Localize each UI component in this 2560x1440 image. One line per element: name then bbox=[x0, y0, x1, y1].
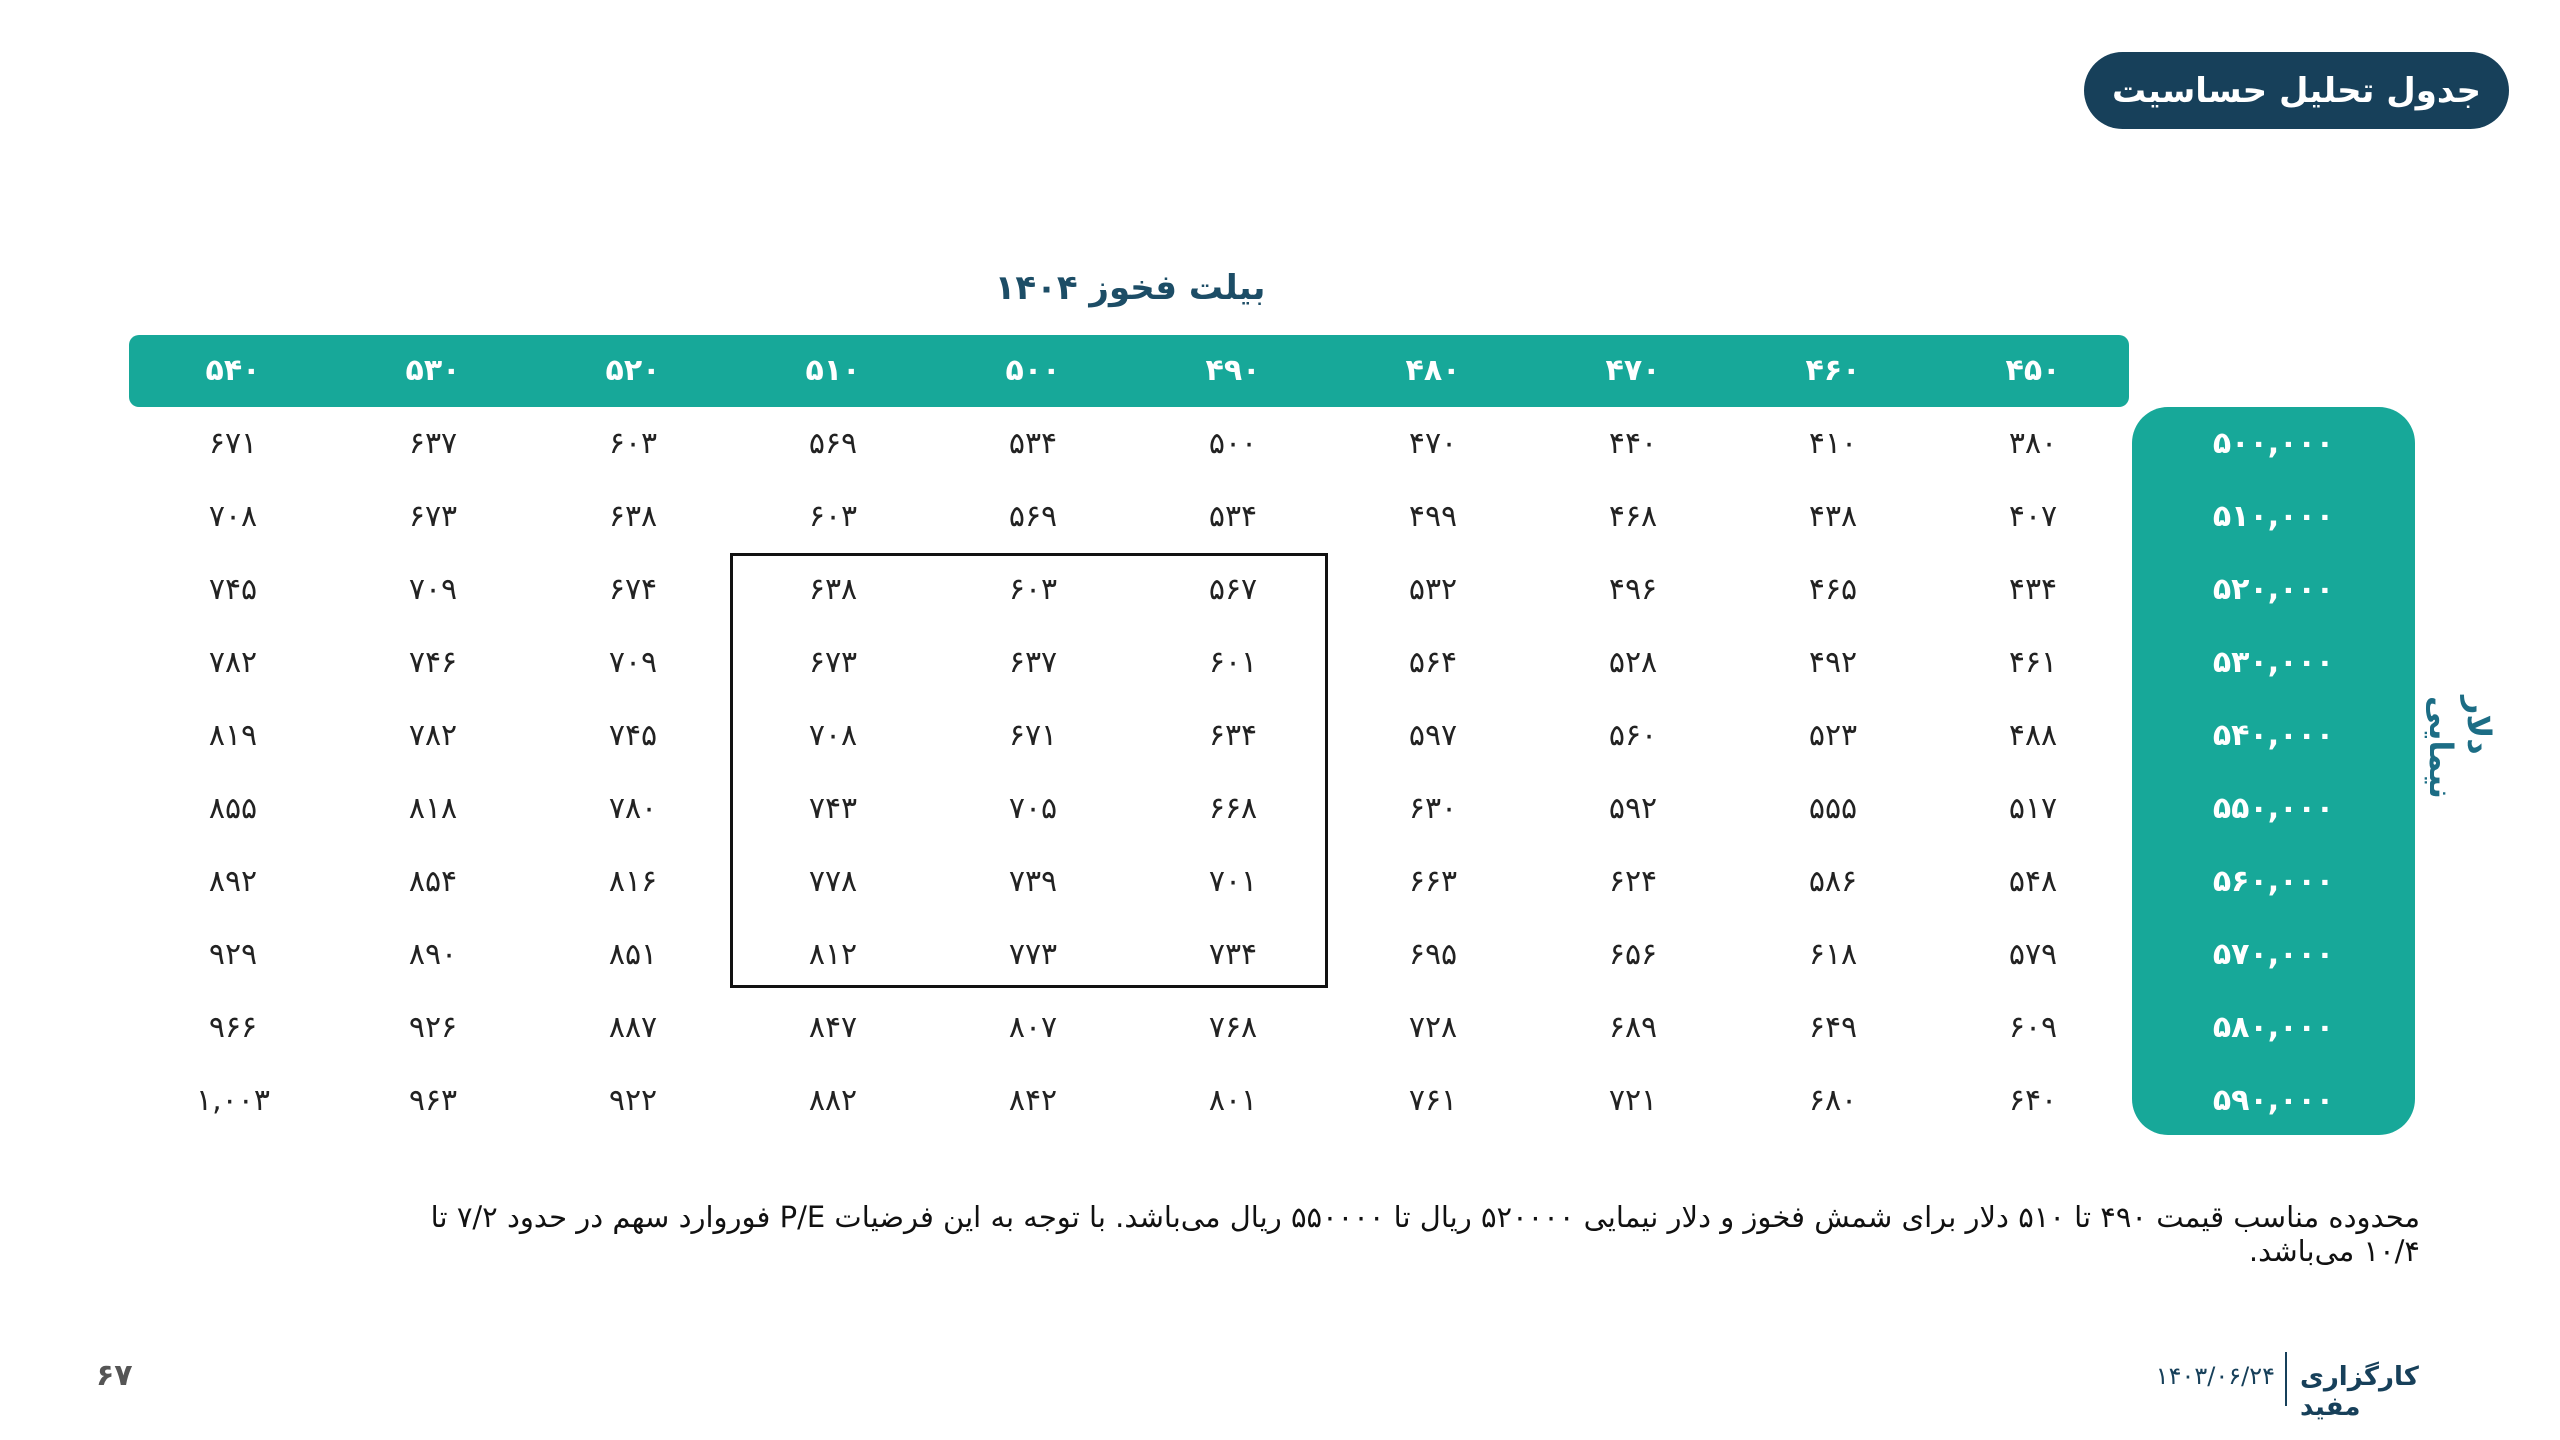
column-header: ۵۱۰ bbox=[805, 353, 861, 388]
table-cell: ۶۴۹ bbox=[1808, 1010, 1858, 1045]
table-cell: ۴۹۹ bbox=[1408, 499, 1458, 534]
table-cell: ۴۷۰ bbox=[1408, 426, 1458, 461]
table-cell: ۵۶۰ bbox=[1608, 718, 1658, 753]
row-header: ۵۲۰,۰۰۰ bbox=[2212, 572, 2335, 607]
column-header: ۵۴۰ bbox=[205, 353, 261, 388]
table-cell: ۶۳۷ bbox=[408, 426, 458, 461]
column-axis-title: بیلت فخوز ۱۴۰۴ bbox=[994, 268, 1266, 308]
table-cell: ۶۷۳ bbox=[408, 499, 458, 534]
table-cell: ۴۹۲ bbox=[1808, 645, 1858, 680]
table-cell: ۵۳۲ bbox=[1408, 572, 1458, 607]
table-cell: ۵۳۴ bbox=[1008, 426, 1058, 461]
column-header: ۴۵۰ bbox=[2005, 353, 2061, 388]
column-header: ۴۸۰ bbox=[1405, 353, 1461, 388]
table-cell: ۷۲۱ bbox=[1608, 1083, 1658, 1118]
row-header: ۵۶۰,۰۰۰ bbox=[2212, 864, 2335, 899]
footer-divider bbox=[2285, 1352, 2287, 1406]
table-cell: ۸۴۲ bbox=[1008, 1083, 1058, 1118]
column-header: ۵۰۰ bbox=[1005, 353, 1061, 388]
page-number: ۶۷ bbox=[96, 1358, 133, 1393]
row-header: ۵۸۰,۰۰۰ bbox=[2212, 1010, 2335, 1045]
table-cell: ۴۸۸ bbox=[2008, 718, 2058, 753]
table-cell: ۶۱۸ bbox=[1808, 937, 1858, 972]
table-cell: ۷۸۲ bbox=[208, 645, 258, 680]
table-cell: ۷۸۲ bbox=[408, 718, 458, 753]
table-cell: ۶۲۴ bbox=[1608, 864, 1658, 899]
table-cell: ۸۵۱ bbox=[608, 937, 658, 972]
table-cell: ۷۰۹ bbox=[608, 645, 658, 680]
row-header: ۵۵۰,۰۰۰ bbox=[2212, 791, 2335, 826]
column-header: ۴۹۰ bbox=[1205, 353, 1261, 388]
table-cell: ۵۴۸ bbox=[2008, 864, 2058, 899]
table-cell: ۷۰۵ bbox=[1008, 791, 1058, 826]
table-cell: ۶۳۸ bbox=[808, 572, 858, 607]
table-cell: ۶۶۳ bbox=[1408, 864, 1458, 899]
table-cell: ۴۶۱ bbox=[2008, 645, 2058, 680]
table-cell: ۶۹۵ bbox=[1408, 937, 1458, 972]
row-header: ۵۴۰,۰۰۰ bbox=[2212, 718, 2335, 753]
column-header: ۴۶۰ bbox=[1805, 353, 1861, 388]
table-cell: ۶۰۹ bbox=[2008, 1010, 2058, 1045]
table-cell: ۵۸۶ bbox=[1808, 864, 1858, 899]
table-cell: ۶۷۱ bbox=[1008, 718, 1058, 753]
table-cell: ۶۸۰ bbox=[1808, 1083, 1858, 1118]
table-cell: ۷۰۹ bbox=[408, 572, 458, 607]
table-cell: ۷۴۶ bbox=[408, 645, 458, 680]
table-cell: ۸۱۶ bbox=[608, 864, 658, 899]
table-cell: ۹۲۹ bbox=[208, 937, 258, 972]
table-cell: ۷۳۴ bbox=[1208, 937, 1258, 972]
table-cell: ۶۰۳ bbox=[808, 499, 858, 534]
table-cell: ۷۷۸ bbox=[808, 864, 858, 899]
table-cell: ۵۷۹ bbox=[2008, 937, 2058, 972]
table-cell: ۶۷۳ bbox=[808, 645, 858, 680]
table-cell: ۵۱۷ bbox=[2008, 791, 2058, 826]
table-cell: ۵۵۵ bbox=[1808, 791, 1858, 826]
table-cell: ۸۰۷ bbox=[1008, 1010, 1058, 1045]
table-cell: ۴۳۸ bbox=[1808, 499, 1858, 534]
column-header: ۴۷۰ bbox=[1605, 353, 1661, 388]
table-cell: ۵۶۴ bbox=[1408, 645, 1458, 680]
table-cell: ۵۹۷ bbox=[1408, 718, 1458, 753]
row-header: ۵۰۰,۰۰۰ bbox=[2212, 426, 2335, 461]
summary-note: محدوده مناسب قیمت ۴۹۰ تا ۵۱۰ دلار برای شمش فخوز و دلار نیمایی ۵۲۰۰۰۰ ریال تا ۵۵۰۰۰۰ ریال می‌باشد. با توجه به این فرضیات P/E فوروارد سهم در حدود ۷/۲ تا ۱۰/۴ می‌باشد. bbox=[430, 1200, 2420, 1268]
optimal-range-box bbox=[730, 553, 1328, 988]
table-cell: ۷۴۵ bbox=[208, 572, 258, 607]
table-cell: ۵۶۷ bbox=[1208, 572, 1258, 607]
table-cell: ۶۳۴ bbox=[1208, 718, 1258, 753]
table-cell: ۷۳۹ bbox=[1008, 864, 1058, 899]
table-cell: ۸۱۸ bbox=[408, 791, 458, 826]
table-cell: ۵۲۳ bbox=[1808, 718, 1858, 753]
table-cell: ۴۶۵ bbox=[1808, 572, 1858, 607]
table-cell: ۶۳۸ bbox=[608, 499, 658, 534]
table-cell: ۴۴۰ bbox=[1608, 426, 1658, 461]
table-cell: ۷۰۸ bbox=[808, 718, 858, 753]
table-cell: ۳۸۰ bbox=[2008, 426, 2058, 461]
table-cell: ۸۵۴ bbox=[408, 864, 458, 899]
table-cell: ۸۹۲ bbox=[208, 864, 258, 899]
table-cell: ۹۲۶ bbox=[408, 1010, 458, 1045]
table-cell: ۷۰۱ bbox=[1208, 864, 1258, 899]
column-header: ۵۲۰ bbox=[605, 353, 661, 388]
table-cell: ۷۷۳ bbox=[1008, 937, 1058, 972]
table-cell: ۸۰۱ bbox=[1208, 1083, 1258, 1118]
table-cell: ۷۶۱ bbox=[1408, 1083, 1458, 1118]
table-cell: ۵۶۹ bbox=[808, 426, 858, 461]
row-axis-title: دلار نیمایی bbox=[2422, 696, 2498, 799]
table-cell: ۵۳۴ bbox=[1208, 499, 1258, 534]
row-header-panel bbox=[2132, 407, 2415, 1135]
table-cell: ۷۴۵ bbox=[608, 718, 658, 753]
table-cell: ۵۶۹ bbox=[1008, 499, 1058, 534]
table-cell: ۹۲۲ bbox=[608, 1083, 658, 1118]
page-title: جدول تحلیل حساسیت bbox=[2084, 52, 2509, 129]
footer-date: ۱۴۰۳/۰۶/۲۴ bbox=[2155, 1362, 2275, 1390]
table-cell: ۵۲۸ bbox=[1608, 645, 1658, 680]
table-cell: ۶۰۳ bbox=[1008, 572, 1058, 607]
column-header-bar bbox=[129, 335, 2129, 407]
table-cell: ۸۱۹ bbox=[208, 718, 258, 753]
table-cell: ۹۶۳ bbox=[408, 1083, 458, 1118]
table-cell: ۶۶۸ bbox=[1208, 791, 1258, 826]
table-cell: ۸۱۲ bbox=[808, 937, 858, 972]
table-cell: ۵۰۰ bbox=[1208, 426, 1258, 461]
table-cell: ۶۰۳ bbox=[608, 426, 658, 461]
table-cell: ۴۰۷ bbox=[2008, 499, 2058, 534]
table-cell: ۶۰۱ bbox=[1208, 645, 1258, 680]
table-cell: ۸۸۷ bbox=[608, 1010, 658, 1045]
table-cell: ۶۵۶ bbox=[1608, 937, 1658, 972]
table-cell: ۸۴۷ bbox=[808, 1010, 858, 1045]
table-cell: ۸۹۰ bbox=[408, 937, 458, 972]
row-header: ۵۳۰,۰۰۰ bbox=[2212, 645, 2335, 680]
table-cell: ۶۴۰ bbox=[2008, 1083, 2058, 1118]
table-cell: ۸۵۵ bbox=[208, 791, 258, 826]
row-header: ۵۹۰,۰۰۰ bbox=[2212, 1083, 2335, 1118]
table-cell: ۸۸۲ bbox=[808, 1083, 858, 1118]
row-header: ۵۱۰,۰۰۰ bbox=[2212, 499, 2335, 534]
table-cell: ۴۶۸ bbox=[1608, 499, 1658, 534]
table-cell: ۶۳۷ bbox=[1008, 645, 1058, 680]
footer-brand: کارگزاری مفید bbox=[2300, 1362, 2419, 1422]
table-cell: ۷۴۳ bbox=[808, 791, 858, 826]
table-cell: ۷۸۰ bbox=[608, 791, 658, 826]
table-cell: ۷۰۸ bbox=[208, 499, 258, 534]
table-cell: ۹۶۶ bbox=[208, 1010, 258, 1045]
table-cell: ۶۳۰ bbox=[1408, 791, 1458, 826]
table-cell: ۶۷۴ bbox=[608, 572, 658, 607]
table-cell: ۴۳۴ bbox=[2008, 572, 2058, 607]
table-cell: ۵۹۲ bbox=[1608, 791, 1658, 826]
table-cell: ۴۹۶ bbox=[1608, 572, 1658, 607]
table-cell: ۶۸۹ bbox=[1608, 1010, 1658, 1045]
table-cell: ۴۱۰ bbox=[1808, 426, 1858, 461]
table-cell: ۶۷۱ bbox=[208, 426, 258, 461]
table-cell: ۱,۰۰۳ bbox=[196, 1083, 270, 1118]
table-cell: ۷۲۸ bbox=[1408, 1010, 1458, 1045]
row-header: ۵۷۰,۰۰۰ bbox=[2212, 937, 2335, 972]
table-cell: ۷۶۸ bbox=[1208, 1010, 1258, 1045]
column-header: ۵۳۰ bbox=[405, 353, 461, 388]
